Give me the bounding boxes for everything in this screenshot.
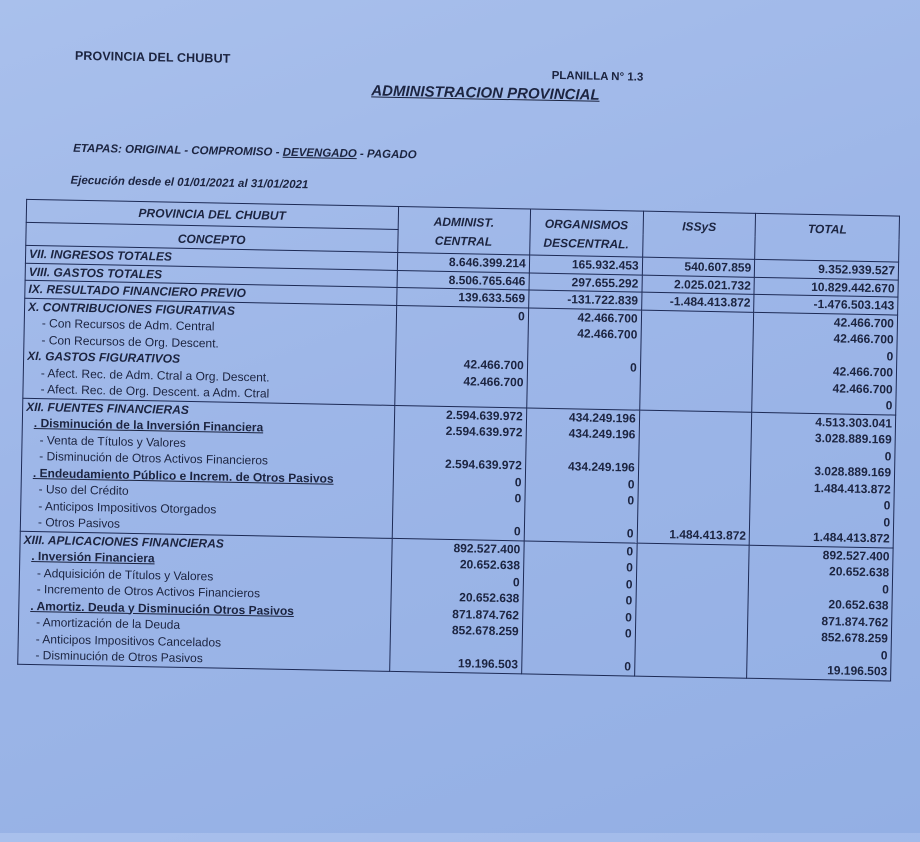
value: 139.633.569 xyxy=(458,290,526,306)
value xyxy=(643,376,749,395)
concept-label: VIII. GASTOS TOTALES xyxy=(28,264,163,281)
value: 0 xyxy=(626,526,634,541)
concept-label: - Afect. Rec. de Org. Descent. a Adm. Ctral xyxy=(40,382,270,401)
value: 0 xyxy=(627,493,635,508)
value xyxy=(530,391,636,410)
value xyxy=(644,360,750,379)
admin-central-cell xyxy=(389,538,524,674)
value: 4.513.303.041 xyxy=(815,414,893,430)
concept-label: . Disminución de la Inversión Financiera xyxy=(33,416,264,435)
value: 42.466.700 xyxy=(833,314,895,331)
table-row xyxy=(18,531,893,681)
organismos-cell xyxy=(524,407,639,542)
value: 3.028.889.169 xyxy=(814,464,892,480)
value: 852.678.259 xyxy=(451,623,519,639)
value xyxy=(531,341,637,360)
concept-cell xyxy=(23,298,396,405)
value: 10.829.442.670 xyxy=(811,279,895,296)
value: 42.466.700 xyxy=(832,380,893,396)
issys-cell xyxy=(642,257,755,277)
value: 434.249.196 xyxy=(568,426,636,442)
value: 297.655.292 xyxy=(571,274,639,291)
value xyxy=(640,543,746,562)
value: 165.932.453 xyxy=(571,257,639,273)
concept-label: . Inversión Financiera xyxy=(31,548,155,566)
concept-label: . Amortiz. Deuda y Disminución Otros Pasivos xyxy=(30,598,295,618)
value: 2.594.639.972 xyxy=(445,407,523,423)
header-province: PROVINCIA DEL CHUBUT xyxy=(26,199,398,229)
header-organismos: ORGANISMOS DESCENTRAL. xyxy=(529,209,643,257)
concept-label: XII. FUENTES FINANCIERAS xyxy=(26,399,189,417)
value: 42.466.700 xyxy=(833,331,894,347)
value: 892.527.400 xyxy=(822,547,890,563)
value xyxy=(641,509,747,528)
concept-label: - Adquisición de Títulos y Valores xyxy=(36,565,214,583)
value: 0 xyxy=(629,360,637,375)
concept-cell xyxy=(18,531,392,671)
issys-cell xyxy=(639,310,753,412)
concept-label: VII. INGRESOS TOTALES xyxy=(28,246,173,264)
value: 1.484.413.872 xyxy=(669,527,747,543)
value: 0 xyxy=(625,609,633,625)
budget-table xyxy=(17,199,900,681)
header-admin-central: ADMINIST. CENTRAL xyxy=(397,206,530,255)
admin-central-cell xyxy=(392,405,527,541)
value xyxy=(642,460,748,479)
value: 20.652.638 xyxy=(828,564,890,580)
value: 42.466.700 xyxy=(463,357,524,373)
value xyxy=(529,441,635,460)
value: 0 xyxy=(624,626,632,641)
concept-label: - Con Recursos de Org. Descent. xyxy=(41,332,219,351)
value: 19.196.503 xyxy=(827,663,888,679)
organismos-cell xyxy=(529,255,642,275)
etapas-line xyxy=(73,143,417,162)
concept-label: - Anticipos Impositivos Otorgados xyxy=(38,498,217,517)
concept-label: - Uso del Crédito xyxy=(38,482,129,498)
value: 2.594.639.972 xyxy=(445,423,523,440)
value: 0 xyxy=(514,474,522,489)
value: -1.484.413.872 xyxy=(669,294,751,310)
value: 0 xyxy=(625,576,633,592)
concept-label: - Venta de Títulos y Valores xyxy=(39,432,186,450)
value: 871.874.762 xyxy=(452,606,520,622)
value: 2.025.021.732 xyxy=(673,276,751,293)
organismos-cell xyxy=(521,540,636,675)
value: 0 xyxy=(880,647,888,662)
province-heading: PROVINCIA DEL CHUBUT xyxy=(74,48,231,66)
header-issys: ISSyS xyxy=(642,211,755,259)
value: 892.527.400 xyxy=(453,540,521,556)
value: 0 xyxy=(883,514,891,529)
value xyxy=(525,640,631,659)
value: 2.594.639.972 xyxy=(444,456,522,473)
value: 0 xyxy=(514,491,522,506)
table-body xyxy=(18,245,899,680)
value: 42.466.700 xyxy=(577,309,638,326)
value: 0 xyxy=(624,659,632,674)
value: 20.652.638 xyxy=(828,597,889,613)
value: 20.652.638 xyxy=(459,590,520,606)
concept-label: - Con Recursos de Adm. Central xyxy=(41,316,215,334)
concept-label: X. CONTRIBUCIONES FIGURATIVAS xyxy=(27,299,236,318)
value xyxy=(641,493,747,512)
value: 8.646.399.214 xyxy=(448,254,526,271)
value xyxy=(644,310,750,329)
total-cell xyxy=(749,412,895,548)
value xyxy=(639,593,745,612)
admin-central-cell xyxy=(394,305,528,408)
value: 20.652.638 xyxy=(459,557,521,573)
value: 19.196.503 xyxy=(457,656,519,672)
concept-label: - Anticipos Impositivos Cancelados xyxy=(35,631,222,650)
value xyxy=(644,327,750,346)
value: 0 xyxy=(627,476,635,492)
value: 0 xyxy=(885,398,893,413)
organismos-cell xyxy=(528,290,641,310)
value: 434.249.196 xyxy=(567,459,635,475)
value: 0 xyxy=(882,581,889,596)
value: 434.249.196 xyxy=(568,409,636,426)
value xyxy=(528,507,634,526)
value xyxy=(638,626,744,645)
value xyxy=(639,609,745,628)
header-concepto: CONCEPTO xyxy=(26,222,398,252)
value xyxy=(398,388,524,407)
issys-cell xyxy=(637,410,752,545)
organismos-cell xyxy=(529,272,642,292)
value: 9.352.939.527 xyxy=(818,262,896,278)
value: 871.874.762 xyxy=(821,613,889,629)
value: 0 xyxy=(625,593,633,608)
value xyxy=(642,427,748,446)
value xyxy=(638,642,744,661)
value xyxy=(644,343,750,362)
header-total: TOTAL xyxy=(755,213,900,262)
issys-cell xyxy=(634,543,749,678)
value xyxy=(530,374,636,393)
value xyxy=(643,393,749,412)
issys-cell xyxy=(641,292,754,312)
value: 0 xyxy=(626,543,634,559)
total-cell xyxy=(752,312,898,415)
value: 42.466.700 xyxy=(577,326,638,342)
value xyxy=(642,443,748,462)
issys-cell xyxy=(642,275,755,295)
concept-label: IX. RESULTADO FINANCIERO PREVIO xyxy=(28,281,247,301)
concept-label: - Otros Pasivos xyxy=(37,515,121,531)
value: 540.607.859 xyxy=(684,259,752,275)
value: 0 xyxy=(626,560,634,575)
value: 8.506.765.646 xyxy=(448,272,526,288)
table-row xyxy=(23,298,898,415)
concept-label: - Disminución de Otros Activos Financieros xyxy=(39,449,269,468)
value: 852.678.259 xyxy=(821,630,889,646)
concept-cell xyxy=(20,398,394,538)
total-cell xyxy=(747,545,893,681)
value xyxy=(640,560,746,579)
etapas-selected: DEVENGADO xyxy=(282,146,357,161)
value: 0 xyxy=(512,574,520,589)
organismos-cell xyxy=(526,307,641,409)
value xyxy=(643,410,749,429)
concept-label: - Incremento de Otros Activos Financieros xyxy=(36,582,261,601)
value xyxy=(641,476,747,495)
value: 0 xyxy=(517,308,525,323)
concept-label: - Afect. Rec. de Adm. Ctral a Org. Descent. xyxy=(40,365,270,385)
value xyxy=(639,576,745,595)
value: 0 xyxy=(513,524,521,539)
table-row xyxy=(20,398,895,548)
value: 42.466.700 xyxy=(463,373,524,389)
planilla-number: PLANILLA N° 1.3 xyxy=(551,69,644,84)
concept-label: XI. GASTOS FIGURATIVOS xyxy=(27,348,181,366)
value: 1.484.413.872 xyxy=(813,480,891,496)
value: 3.028.889.169 xyxy=(814,431,892,447)
value: 42.466.700 xyxy=(832,364,894,380)
value: 1.484.413.872 xyxy=(812,529,890,546)
concept-label: XIII. APLICACIONES FINANCIERAS xyxy=(23,532,224,551)
etapas-prefix: ETAPAS: ORIGINAL - COMPROMISO - xyxy=(73,142,283,159)
concept-label: - Amortización de la Deuda xyxy=(35,615,181,632)
value: 0 xyxy=(884,448,892,463)
execution-period: Ejecución desde el 01/01/2021 al 31/01/2021 xyxy=(70,174,309,192)
concept-label: . Endeudamiento Público e Increm. de Otros Pasivos xyxy=(32,465,334,486)
value xyxy=(638,659,744,678)
value: -131.722.839 xyxy=(567,292,639,308)
value: 0 xyxy=(883,498,891,513)
value: -1.476.503.143 xyxy=(813,296,895,313)
value: 0 xyxy=(886,348,894,363)
page-title: ADMINISTRACION PROVINCIAL xyxy=(371,82,600,104)
concept-label: - Disminución de Otros Pasivos xyxy=(35,648,203,666)
etapas-suffix: - PAGADO xyxy=(356,148,417,162)
